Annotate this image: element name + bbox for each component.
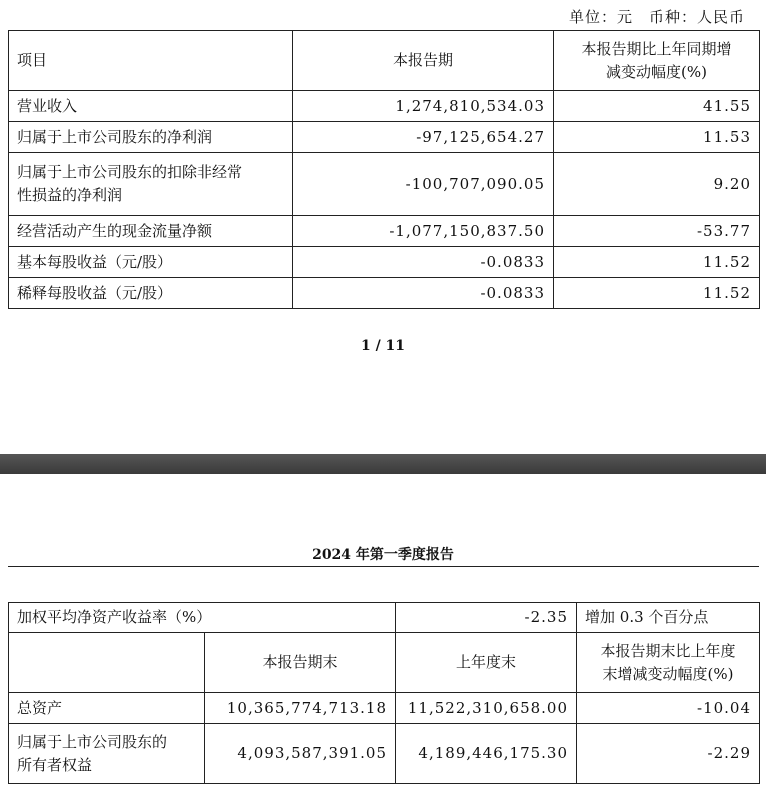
table-row — [9, 603, 760, 633]
row-end-current: 4,093,587,391.05 — [205, 724, 396, 784]
row-change: 11.53 — [554, 122, 760, 153]
table-header-row — [9, 31, 760, 91]
header-rule — [8, 566, 759, 567]
balance-table — [8, 602, 760, 784]
roe-change: 增加 0.3 个百分点 — [577, 603, 760, 633]
table-row — [9, 91, 760, 122]
header-end-last-year: 上年度末 — [396, 633, 577, 693]
header-change-line2: 末增减变动幅度(%) — [602, 664, 734, 683]
row-label-line2: 性损益的净利润 — [17, 186, 123, 204]
row-change: 9.20 — [554, 153, 760, 216]
table-header-row — [9, 633, 760, 693]
table-row — [9, 216, 760, 247]
row-change: 11.52 — [554, 278, 760, 309]
header-yoy-change-line2: 减变动幅度(%) — [606, 62, 707, 81]
row-end-last-year: 11,522,310,658.00 — [396, 693, 577, 724]
row-label-line1: 归属于上市公司股东的扣除非经常 — [17, 163, 243, 181]
row-change: -10.04 — [577, 693, 760, 724]
row-current: -1,077,150,837.50 — [293, 216, 554, 247]
row-label: 总资产 — [9, 693, 205, 724]
row-label: 归属于上市公司股东的净利润 — [9, 122, 293, 153]
report-title: 2024 年第一季度报告 — [312, 547, 454, 563]
row-end-current: 10,365,774,713.18 — [205, 693, 396, 724]
header-yoy-change-line1: 本报告期比上年同期增 — [581, 39, 732, 58]
row-label: 经营活动产生的现金流量净额 — [9, 216, 293, 247]
header-change-line1: 本报告期末比上年度 — [600, 641, 736, 660]
row-change: 41.55 — [554, 91, 760, 122]
row-change: 11.52 — [554, 247, 760, 278]
table-row — [9, 724, 760, 784]
row-label-line1: 归属于上市公司股东的 — [17, 732, 168, 751]
page-divider — [0, 454, 766, 474]
table-row — [9, 122, 760, 153]
row-current: -0.0833 — [293, 278, 554, 309]
header-blank — [9, 633, 205, 693]
key-financial-table — [8, 30, 760, 309]
page-number: 1 / 11 — [360, 338, 406, 354]
header-end-current: 本报告期末 — [205, 633, 396, 693]
row-end-last-year: 4,189,446,175.30 — [396, 724, 577, 784]
row-current: -0.0833 — [293, 247, 554, 278]
header-item: 项目 — [9, 31, 293, 91]
header-yoy-change — [554, 31, 760, 91]
row-label: 基本每股收益（元/股） — [9, 247, 293, 278]
row-change: -53.77 — [554, 216, 760, 247]
table-row — [9, 693, 760, 724]
table-row — [9, 247, 760, 278]
row-label: 稀释每股收益（元/股） — [9, 278, 293, 309]
header-current-period: 本报告期 — [293, 31, 554, 91]
unit-currency-note: 单位：元 币种：人民币 — [568, 8, 745, 26]
row-label: 营业收入 — [9, 91, 293, 122]
row-label — [9, 153, 293, 216]
table-row — [9, 278, 760, 309]
row-current: 1,274,810,534.03 — [293, 91, 554, 122]
row-label-line2: 所有者权益 — [17, 755, 93, 774]
table-row — [9, 153, 760, 216]
row-change: -2.29 — [577, 724, 760, 784]
roe-label: 加权平均净资产收益率（%） — [9, 603, 396, 633]
roe-value: -2.35 — [396, 603, 577, 633]
row-current: -97,125,654.27 — [293, 122, 554, 153]
row-label — [9, 724, 205, 784]
header-change — [577, 633, 760, 693]
row-current: -100,707,090.05 — [293, 153, 554, 216]
